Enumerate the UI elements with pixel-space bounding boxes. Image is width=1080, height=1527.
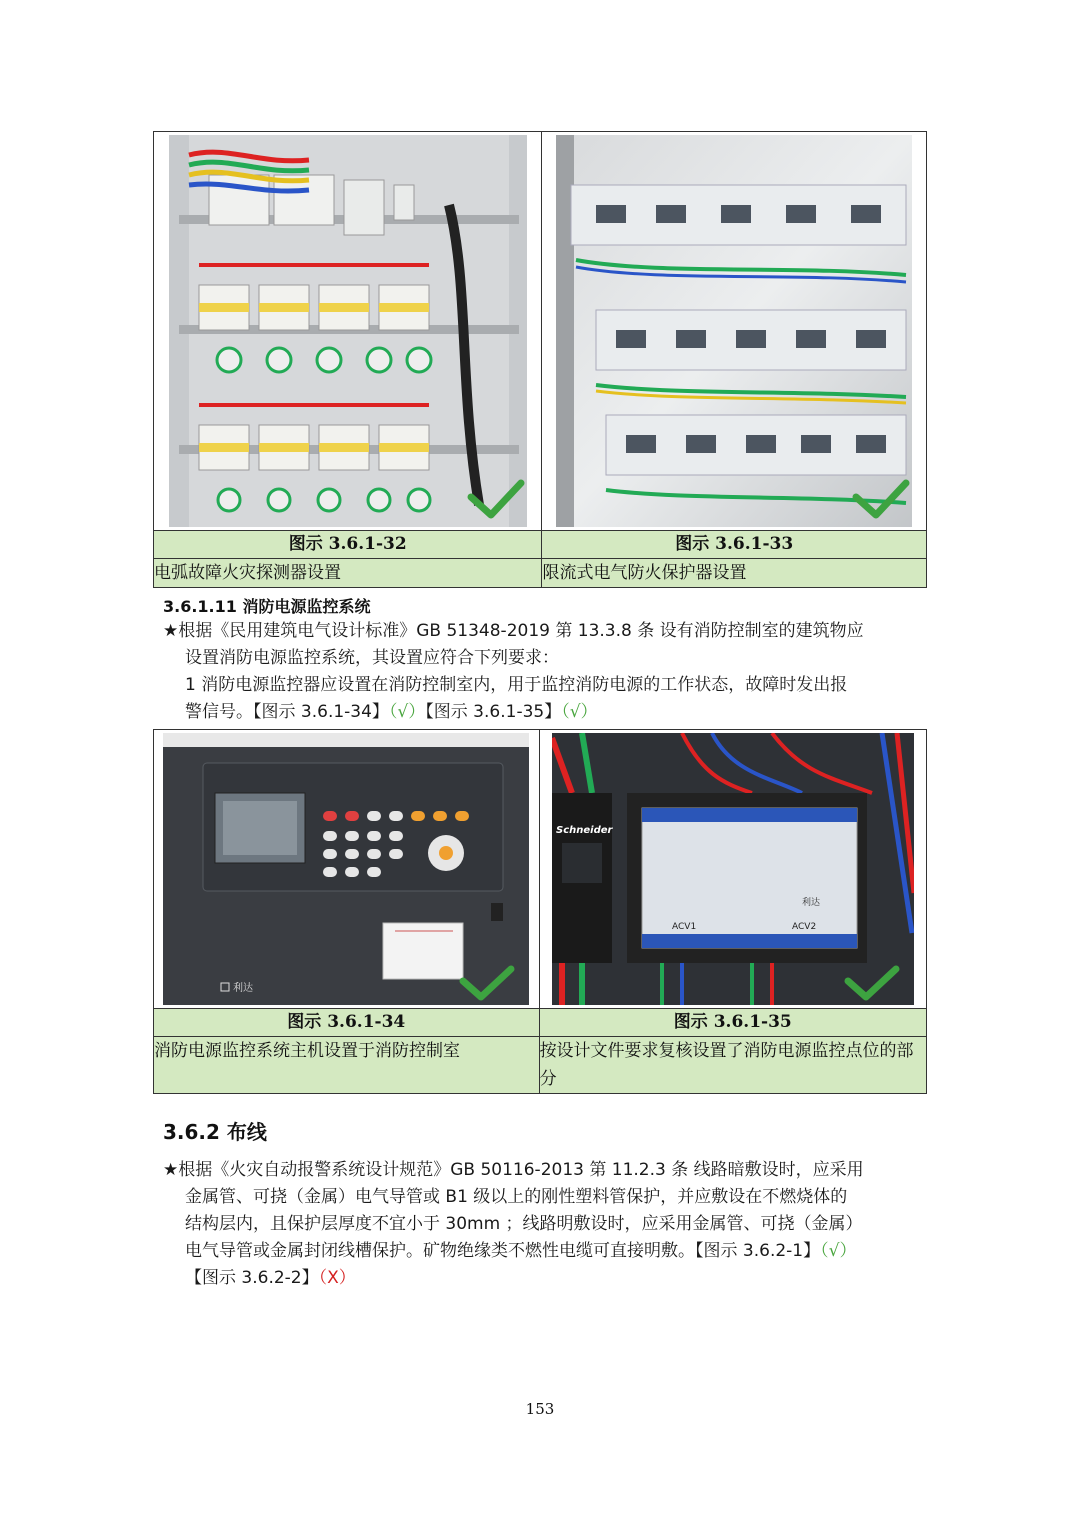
figure-caption-left: 图示 3.6.1-34 bbox=[154, 1009, 540, 1037]
figure-description-right: 按设计文件要求复核设置了消防电源监控点位的部分 bbox=[539, 1037, 926, 1094]
monitor-host-illustration bbox=[163, 733, 529, 1005]
photo-power-monitor-host bbox=[163, 733, 529, 1005]
paragraph-3-6-1-11 bbox=[163, 618, 923, 726]
paragraph-3-6-2 bbox=[163, 1157, 923, 1292]
figure-table-top bbox=[153, 131, 927, 588]
paragraph-text: 警信号。【图示 3.6.1-34】 bbox=[185, 702, 389, 722]
paragraph-text: 【图示 3.6.2-2】 bbox=[185, 1268, 319, 1288]
brand-logo: 利达 bbox=[801, 898, 820, 908]
photo-cell-right bbox=[539, 730, 926, 1009]
section-heading-3-6-2: 3.6.2 布线 bbox=[163, 1120, 267, 1144]
brand-logo: Schneider bbox=[555, 825, 613, 836]
photo-cell-left bbox=[154, 730, 540, 1009]
figure-description-left: 消防电源监控系统主机设置于消防控制室 bbox=[154, 1037, 540, 1094]
figure-description-right: 限流式电气防火保护器设置 bbox=[542, 559, 927, 588]
panel-illustration bbox=[556, 135, 912, 527]
paragraph-text: 【图示 3.6.1-35】 bbox=[425, 702, 562, 722]
photo-monitor-point-module bbox=[552, 733, 914, 1005]
figure-caption-right: 图示 3.6.1-33 bbox=[542, 531, 927, 559]
photo-arc-fault-detector bbox=[169, 135, 527, 527]
figure-description-left: 电弧故障火灾探测器设置 bbox=[154, 559, 542, 588]
brand-logo: 利达 bbox=[233, 983, 254, 994]
paragraph-line bbox=[163, 672, 923, 699]
photo-current-limiting-protector bbox=[556, 135, 912, 527]
paragraph-line bbox=[163, 699, 923, 726]
paragraph-line: 设置消防电源监控系统，其设置应符合下列要求： bbox=[185, 648, 559, 668]
paragraph-text: 电气导管或金属封闭线槽保护。矿物绝缘类不燃性电缆可直接明敷。【图示 3.6.2-1】 bbox=[185, 1241, 821, 1261]
noncompliant-mark: （X） bbox=[318, 1268, 356, 1288]
compliant-mark: （√） bbox=[820, 1241, 857, 1261]
photo-cell-right bbox=[542, 132, 927, 531]
page-number: 153 bbox=[525, 1400, 555, 1418]
compliant-mark: （√） bbox=[388, 702, 426, 722]
paragraph-line: ★根据《火灾自动报警系统设计规范》GB 50116-2013 第 11.2.3 条 线路暗敷设时，应采用 bbox=[163, 1160, 864, 1180]
compliant-mark: （√） bbox=[561, 702, 598, 722]
panel-illustration bbox=[169, 135, 527, 527]
figure-caption-right: 图示 3.6.1-35 bbox=[539, 1009, 926, 1037]
paragraph-line bbox=[163, 1265, 923, 1292]
figure-table-middle bbox=[153, 729, 927, 1094]
module-illustration bbox=[552, 733, 914, 1005]
section-heading-3-6-1-11: 3.6.1.11 消防电源监控系统 bbox=[163, 597, 371, 616]
paragraph-line: 结构层内，且保护层厚度不宜小于 30mm ；线路明敷设时，应采用金属管、可挠（金属） bbox=[185, 1214, 863, 1234]
paragraph-line: 金属管、可挠（金属）电气导管或 B1 级以上的刚性塑料管保护，并应敷设在不燃烧体的 bbox=[185, 1187, 848, 1207]
photo-cell-left bbox=[154, 132, 542, 531]
terminal-label-acv1: ACV1 bbox=[671, 922, 696, 932]
paragraph-line bbox=[163, 1238, 923, 1265]
paragraph-line: ★根据《民用建筑电气设计标准》GB 51348-2019 第 13.3.8 条 设有消防控制室的建筑物应 bbox=[163, 621, 864, 641]
paragraph-text: 1 消防电源监控器应设置在消防控制室内，用于监控消防电源的工作状态，故障时发出报 bbox=[185, 675, 848, 695]
terminal-label-acv2: ACV2 bbox=[791, 922, 816, 932]
figure-caption-left: 图示 3.6.1-32 bbox=[154, 531, 542, 559]
